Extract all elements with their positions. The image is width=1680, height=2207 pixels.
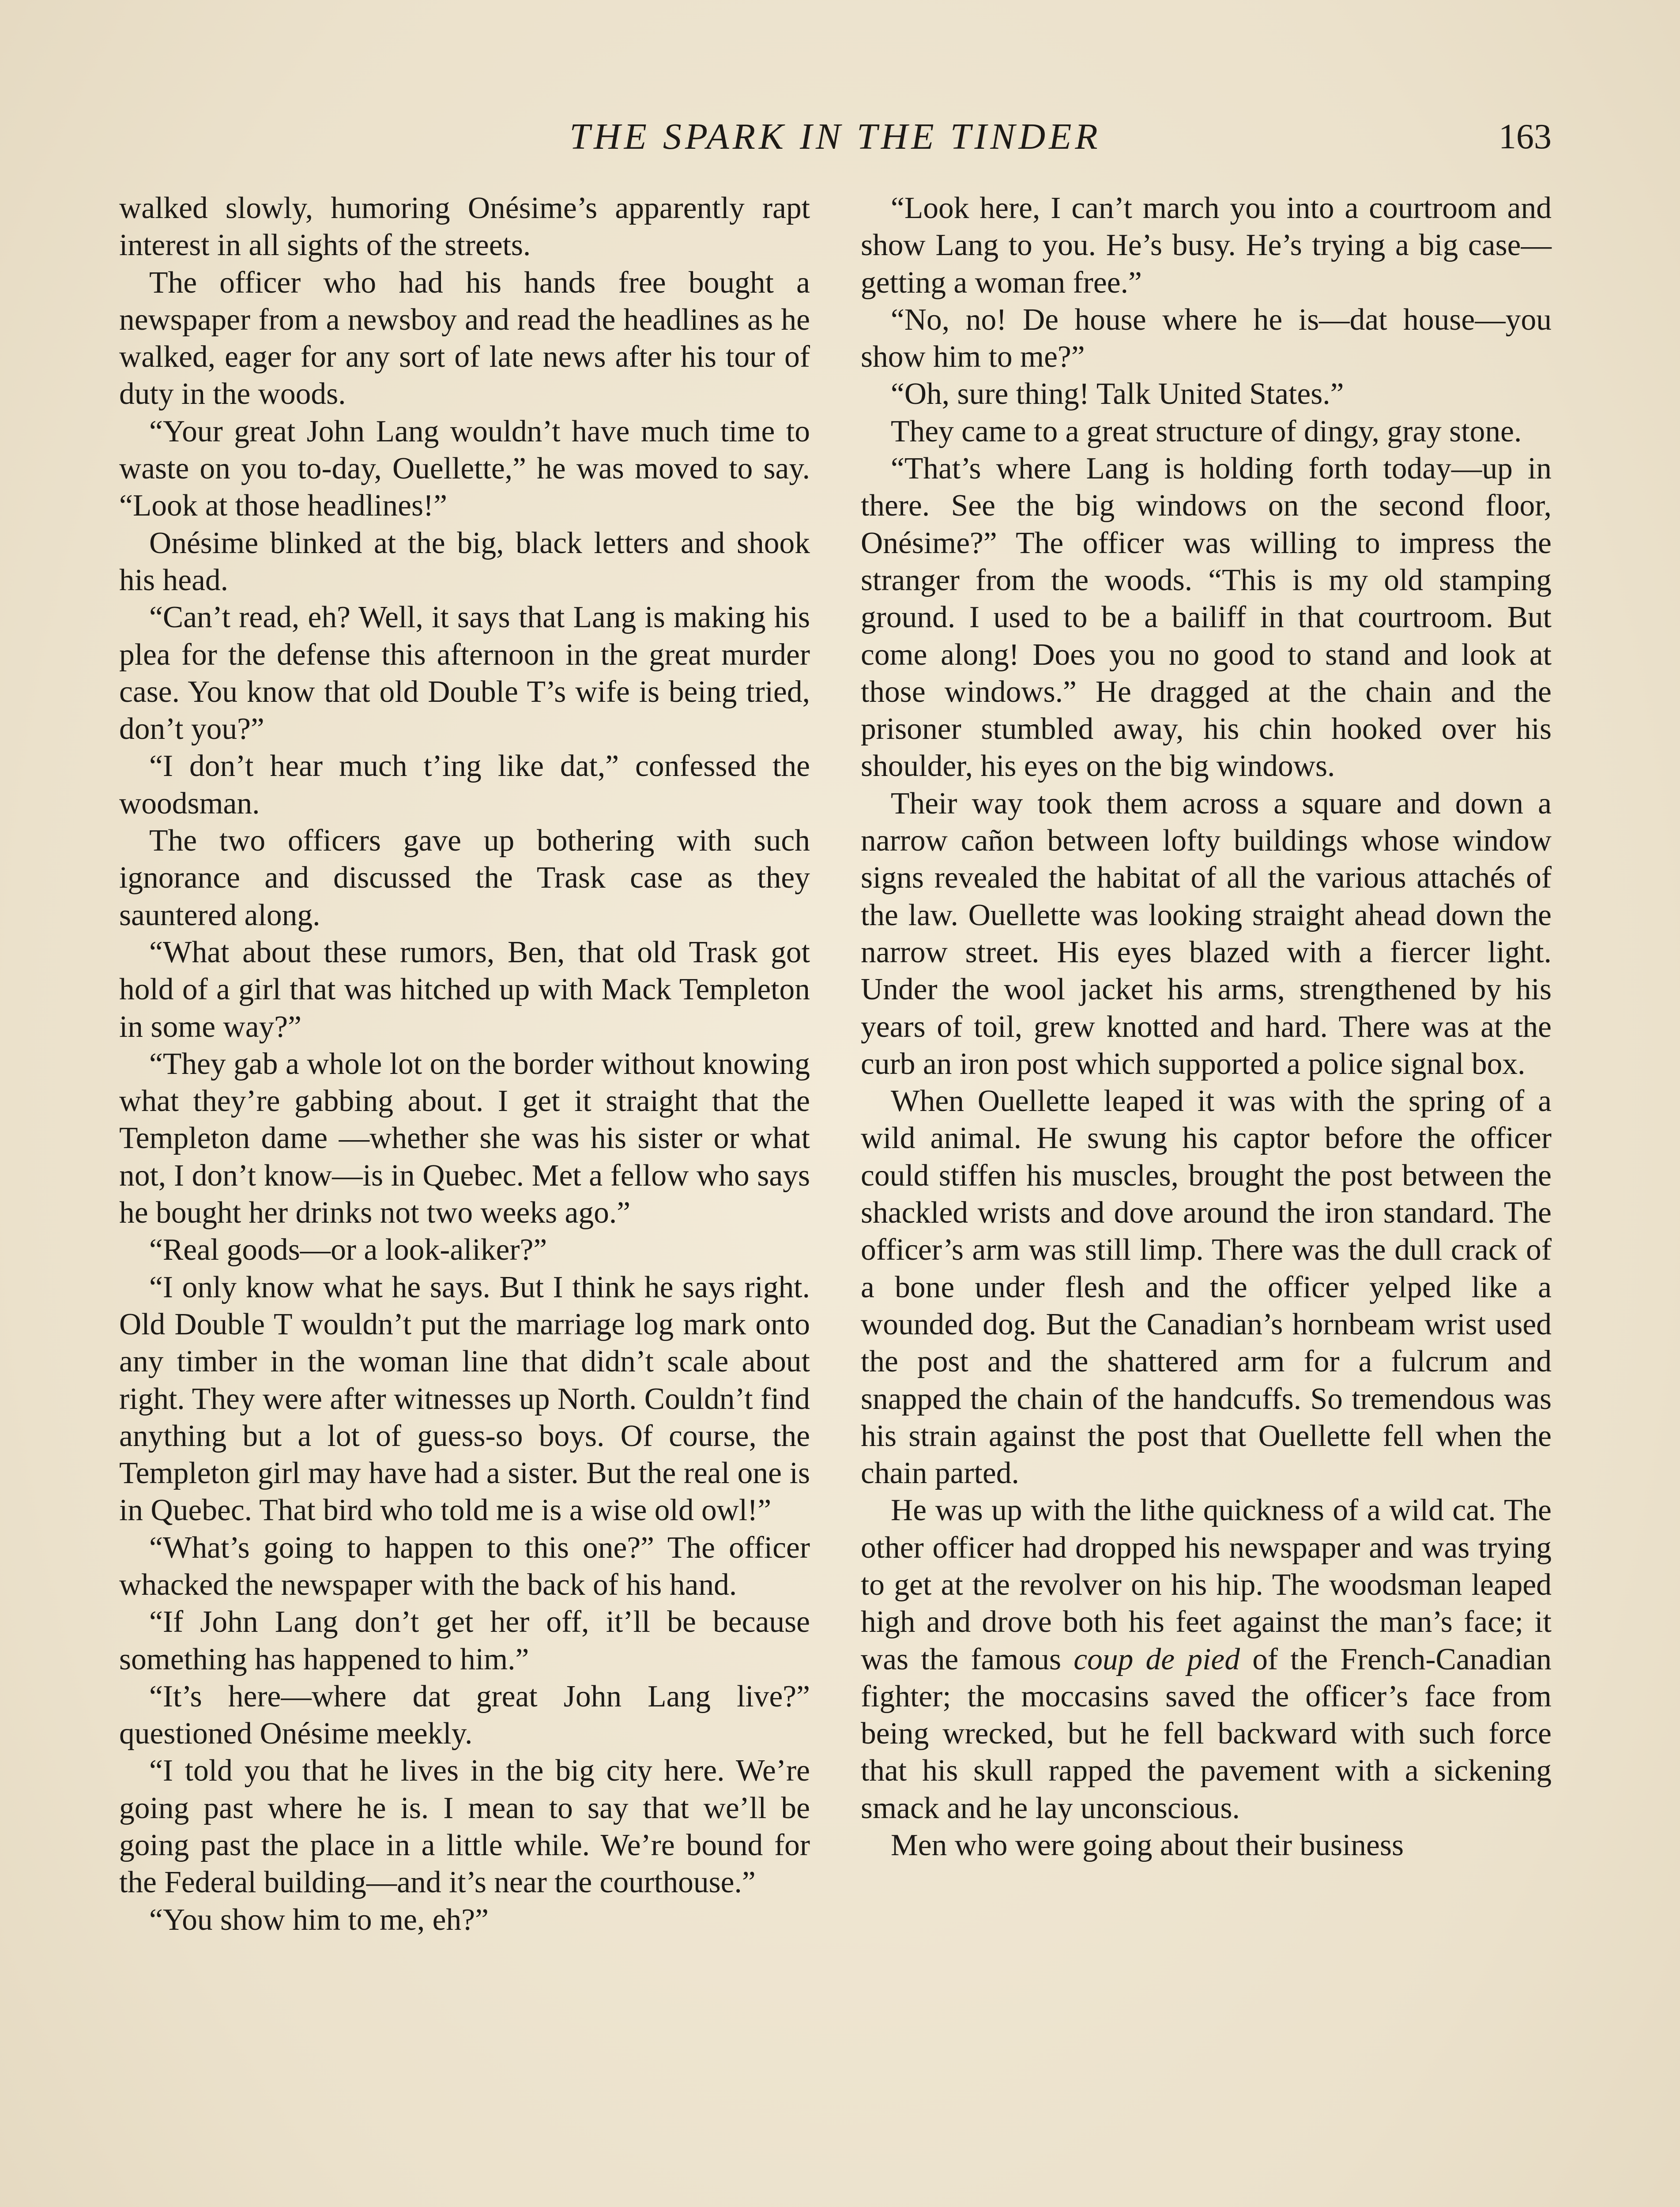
paragraph: walked slowly, humoring Onésime’s apparently rapt interest in all sights of the streets. (119, 191, 810, 263)
paragraph: “Your great John Lang wouldn’t have much time to waste on you to-day, Ouellette,” he was moved to say. “Look at those headlines!” (119, 414, 810, 523)
paragraph: The officer who had his hands free bought a newspaper from a newsboy and read the headlines as he walked, eager for any sort of late news after his tour of duty in the woods. (119, 265, 810, 411)
paragraph: “I told you that he lives in the big city here. We’re going past where he is. I mean to say that we’ll be going past the place in a little while. We’re bound for the Federal building—and it’s near the courthouse.” (119, 1754, 810, 1900)
paragraph: “Look here, I can’t march you into a courtroom and show Lang to you. He’s busy. He’s trying a big case—getting a woman free.” (861, 191, 1552, 300)
page-number: 163 (1499, 117, 1552, 156)
paragraph: “It’s here—where dat great John Lang live?” questioned Onésime meekly. (119, 1679, 810, 1751)
paragraph: “That’s where Lang is holding forth today—up in there. See the big windows on the second floor, Onésime?” The officer was willing to impress the stranger from the woods. “This is my old stamping ground. I used to be a bailiff in that courtroom. But come along! Does you no good to stand and look at those windows.” He dragged at the chain and the prisoner stumbled away, his chin hooked over his shoulder, his eyes on the big windows. (861, 452, 1552, 783)
italic-phrase: coup de pied (1074, 1642, 1240, 1676)
paragraph: “What’s going to happen to this one?” The officer whacked the newspaper with the back of his hand. (119, 1530, 810, 1602)
paragraph: When Ouellette leaped it was with the spring of a wild animal. He swung his captor before the officer could stiffen his muscles, brought the post between the shackled wrists and dove around the iron standard. The officer’s arm was still limp. There was the dull crack of a bone under flesh and the officer yelped like a wounded dog. But the Canadian’s hornbeam wrist used the post and the shattered arm for a fulcrum and snapped the chain of the handcuffs. So tremendous was his strain against the post that Ouellette fell when the chain parted. (861, 1084, 1552, 1491)
paragraph: “You show him to me, eh?” (149, 1902, 489, 1937)
paragraph: “What about these rumors, Ben, that old Trask got hold of a girl that was hitched up with Mack Templeton in some way?” (119, 935, 810, 1044)
paragraph: “I don’t hear much t’ing like dat,” confessed the woodsman. (119, 749, 810, 821)
paragraph: “Oh, sure thing! Talk United States.” (891, 377, 1344, 411)
running-title: THE SPARK IN THE TINDER (569, 116, 1101, 157)
paragraph: “No, no! De house where he is—dat house—you show him to me?” (861, 302, 1552, 374)
paragraph-text: of the French-Canadian fighter; the moccasins saved the officer’s face from being wrecked, but he fell backward with such force that his skull rapped the pavement with a sickening smack and he lay unconscious. (861, 1642, 1552, 1825)
page-header (119, 113, 1552, 161)
paragraph: They came to a great structure of dingy, gray stone. (891, 414, 1522, 448)
paragraph: “I only know what he says. But I think he says right. Old Double T wouldn’t put the marriage log mark onto any timber in the woman line that didn’t scale about right. They were after witnesses up North. Couldn’t find anything but a lot of guess-so boys. Of course, the Templeton girl may have had a sister. But the real one is in Quebec. That bird who told me is a wise old owl!” (119, 1270, 810, 1528)
paragraph: Their way took them across a square and down a narrow cañon between lofty buildings whose window signs revealed the habitat of all the various attachés of the law. Ouellette was looking straight ahead down the narrow street. His eyes blazed with a fiercer light. Under the wool jacket his arms, strengthened by his years of toil, grew knotted and hard. There was at the curb an iron post which supported a police signal box. (861, 786, 1552, 1081)
paragraph-text: He was up with the lithe quickness of a wild cat. The other officer had dropped his newspaper and was trying to get at the revolver on his hip. The woodsman leaped high and drove both his feet against the man’s face; it was the famous (861, 1493, 1552, 1676)
paragraph: “Can’t read, eh? Well, it says that Lang is making his plea for the defense this afternoon in the great murder case. You know that old Double T’s wife is being tried, don’t you?” (119, 600, 810, 746)
left-column (119, 190, 810, 1939)
right-column (861, 190, 1552, 1864)
paragraph: “They gab a whole lot on the border without knowing what they’re gabbing about. I get it straight that the Templeton dame —whether she was his sister or what not, I don’t know—is in Quebec. Met a fellow who says he bought her drinks not two weeks ago.” (119, 1047, 810, 1230)
paragraph: Onésime blinked at the big, black letters and shook his head. (119, 526, 810, 597)
paragraph (861, 1492, 1552, 1827)
paragraph: “Real goods—or a look-aliker?” (149, 1233, 547, 1267)
paragraph: The two officers gave up bothering with such ignorance and discussed the Trask case as they sauntered along. (119, 824, 810, 932)
paragraph: “If John Lang don’t get her off, it’ll be because something has happened to him.” (119, 1605, 810, 1676)
paragraph: Men who were going about their business (891, 1828, 1404, 1863)
